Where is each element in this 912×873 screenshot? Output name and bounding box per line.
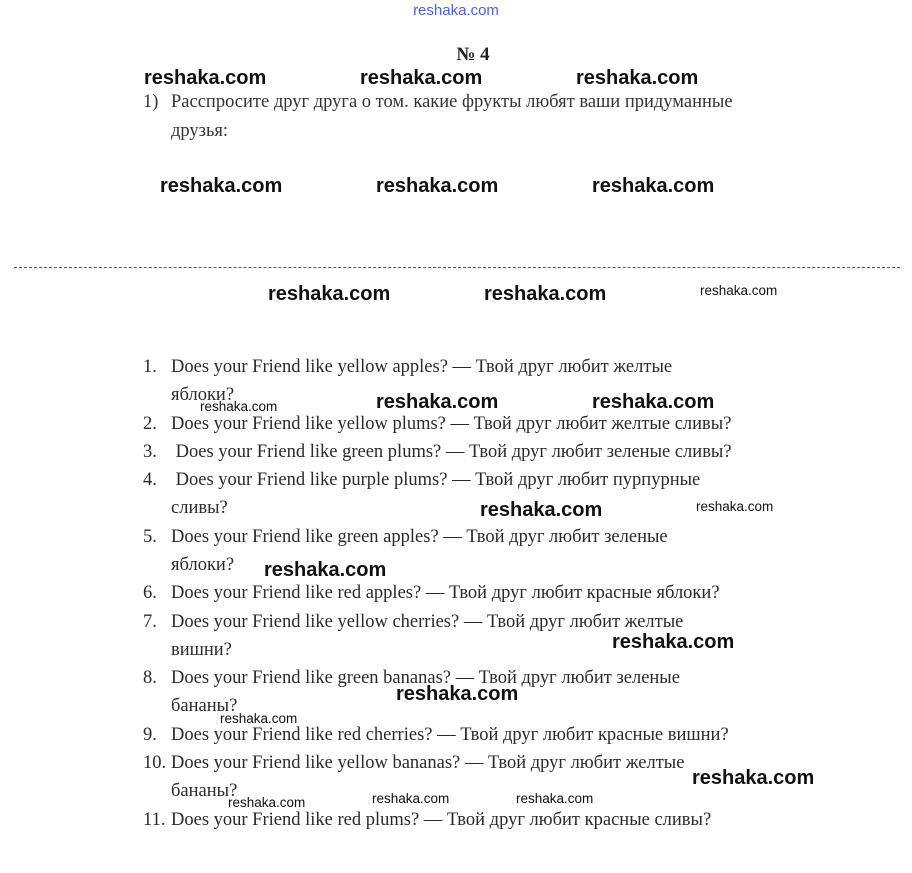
answer-continuation: бананы?: [171, 696, 238, 716]
watermark: reshaka.com: [200, 399, 278, 414]
watermark: reshaka.com: [220, 711, 298, 726]
answer-number: 8.: [143, 668, 157, 688]
answer-number: 4.: [143, 470, 157, 490]
watermark: reshaka.com: [612, 631, 735, 653]
answer-text: Does your Friend like green apples? — Твой друг любит зеленые: [171, 527, 668, 547]
watermark: reshaka.com: [372, 791, 450, 806]
watermark: reshaka.com: [480, 499, 603, 521]
answer-text: Does your Friend like red plums? — Твой друг любит красные сливы?: [171, 810, 712, 830]
answer-text: Does your Friend like yellow bananas? — Твой друг любит желтые: [171, 753, 685, 773]
answer-text: Does your Friend like yellow plums? — Твой друг любит желтые сливы?: [171, 414, 732, 434]
answer-text: Does your Friend like red cherries? — Твой друг любит красные вишни?: [171, 725, 729, 745]
task-number: № 4: [456, 44, 490, 65]
answer-continuation: яблоки?: [171, 385, 235, 405]
instruction-number: 1): [143, 92, 159, 112]
answer-item: [143, 608, 843, 664]
instruction-line-2: друзья:: [171, 121, 229, 141]
answer-continuation: вишни?: [171, 640, 232, 660]
watermark: reshaka.com: [268, 283, 391, 305]
answer-number: 1.: [143, 357, 157, 377]
answer-item: [143, 579, 843, 607]
answer-number: 9.: [143, 725, 157, 745]
instruction-line-1: Расспросите друг друга о том. какие фрукты любят ваши придуманные: [171, 92, 733, 112]
answer-text: Does your Friend like green bananas? — Твой друг любит зеленые: [171, 668, 680, 688]
watermark: reshaka.com: [376, 391, 499, 413]
site-header-link[interactable]: reshaka.com: [413, 2, 499, 19]
answer-continuation: яблоки?: [171, 555, 235, 575]
watermark: reshaka.com: [360, 67, 483, 89]
answer-number: 3.: [143, 442, 157, 462]
watermark: reshaka.com: [592, 175, 715, 197]
watermark: reshaka.com: [484, 283, 607, 305]
watermark: reshaka.com: [264, 559, 387, 581]
answer-item: [143, 523, 843, 579]
answer-number: 10.: [143, 753, 167, 773]
answer-text: Does your Friend like green plums? — Твой друг любит зеленые сливы?: [171, 442, 732, 462]
answer-number: 2.: [143, 414, 157, 434]
answer-continuation: бананы?: [171, 781, 238, 801]
answer-text: Does your Friend like yellow cherries? — Твой друг любит желтые: [171, 612, 684, 632]
watermark: reshaka.com: [144, 67, 267, 89]
answer-item: [143, 438, 843, 466]
watermark: reshaka.com: [696, 499, 774, 514]
watermark: reshaka.com: [516, 791, 594, 806]
answer-number: 7.: [143, 612, 157, 632]
answer-number: 6.: [143, 583, 157, 603]
watermark: reshaka.com: [396, 683, 519, 705]
answer-continuation: сливы?: [171, 498, 228, 518]
answer-item: [143, 410, 843, 438]
watermark: reshaka.com: [228, 795, 306, 810]
answer-text: Does your Friend like yellow apples? — Твой друг любит желтые: [171, 357, 673, 377]
answer-text: Does your Friend like purple plums? — Твой друг любит пурпурные: [171, 470, 701, 490]
answer-item: [143, 806, 843, 834]
answer-text: Does your Friend like red apples? — Твой друг любит красные яблоки?: [171, 583, 720, 603]
answer-number: 11.: [143, 810, 166, 830]
watermark: reshaka.com: [700, 283, 778, 298]
watermark: reshaka.com: [160, 175, 283, 197]
watermark: reshaka.com: [576, 67, 699, 89]
watermark: reshaka.com: [592, 391, 715, 413]
watermark: reshaka.com: [692, 767, 815, 789]
watermark: reshaka.com: [376, 175, 499, 197]
answer-number: 5.: [143, 527, 157, 547]
